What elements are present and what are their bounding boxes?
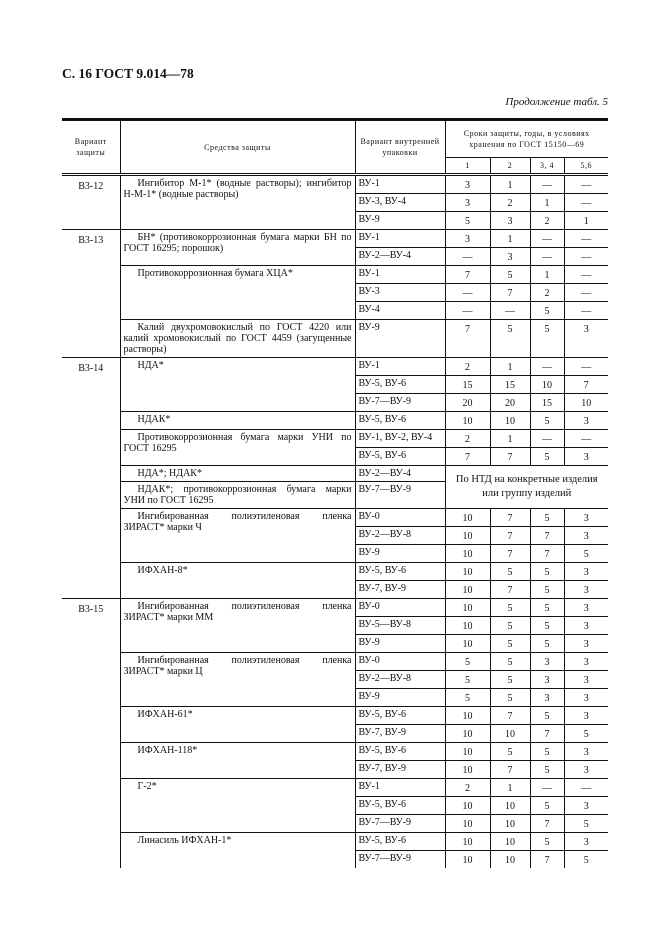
package-variant: ВУ-1 — [355, 779, 445, 797]
package-variant: ВУ-7, ВУ-9 — [355, 761, 445, 779]
package-variant: ВУ-0 — [355, 599, 445, 617]
protection-term-cond-3: — — [530, 358, 564, 376]
protection-term-cond-1: — — [445, 248, 490, 266]
protection-term-cond-4: — — [564, 194, 608, 212]
protection-term-cond-2: 3 — [490, 248, 530, 266]
protection-term-cond-1: 2 — [445, 779, 490, 797]
protection-term-cond-1: 10 — [445, 797, 490, 815]
protection-term-cond-4: — — [564, 248, 608, 266]
protection-term-cond-2: 7 — [490, 509, 530, 527]
protection-term-cond-4: 3 — [564, 833, 608, 851]
protection-term-cond-1: 3 — [445, 175, 490, 194]
protection-means: Г-2* — [120, 779, 355, 833]
protection-term-cond-4: 3 — [564, 761, 608, 779]
protection-term-cond-4: 3 — [564, 581, 608, 599]
table-row — [62, 358, 608, 376]
table-row — [62, 653, 608, 671]
col-header-variant: Вариант защиты — [62, 120, 120, 175]
protection-term-cond-1: 10 — [445, 833, 490, 851]
protection-term-cond-2: 2 — [490, 194, 530, 212]
protection-term-note: По НТД на конкретные изделия или группу изделий — [445, 466, 608, 509]
protection-term-cond-4: 5 — [564, 815, 608, 833]
protection-term-cond-4: 10 — [564, 394, 608, 412]
protection-term-cond-3: 10 — [530, 376, 564, 394]
col-header-cond-1: 1 — [445, 158, 490, 175]
protection-term-cond-2: 5 — [490, 635, 530, 653]
package-variant: ВУ-5, ВУ-6 — [355, 797, 445, 815]
protection-term-cond-2: 7 — [490, 761, 530, 779]
table-row — [62, 230, 608, 248]
package-variant: ВУ-3, ВУ-4 — [355, 194, 445, 212]
protection-term-cond-1: 10 — [445, 581, 490, 599]
protection-term-cond-2: 5 — [490, 320, 530, 358]
protection-term-cond-4: 3 — [564, 797, 608, 815]
package-variant: ВУ-5, ВУ-6 — [355, 448, 445, 466]
protection-term-cond-4: 3 — [564, 320, 608, 358]
protection-term-cond-4: — — [564, 175, 608, 194]
protection-term-cond-4: 3 — [564, 412, 608, 430]
protection-means: ИФХАН-8* — [120, 563, 355, 599]
package-variant: ВУ-9 — [355, 635, 445, 653]
protection-term-cond-4: 3 — [564, 689, 608, 707]
protection-term-cond-1: 5 — [445, 212, 490, 230]
protection-means: Линасиль ИФХАН-1* — [120, 833, 355, 869]
table-row — [62, 599, 608, 617]
protection-term-cond-4: 3 — [564, 599, 608, 617]
protection-term-cond-1: 10 — [445, 635, 490, 653]
protection-term-cond-1: 10 — [445, 743, 490, 761]
protection-term-cond-1: 2 — [445, 430, 490, 448]
protection-term-cond-4: 7 — [564, 376, 608, 394]
protection-term-cond-4: 3 — [564, 448, 608, 466]
protection-means: НДА*; НДАК* — [120, 466, 355, 482]
protection-term-cond-3: 5 — [530, 635, 564, 653]
protection-term-cond-3: 2 — [530, 212, 564, 230]
protection-term-cond-4: — — [564, 779, 608, 797]
protection-term-cond-2: 7 — [490, 707, 530, 725]
package-variant: ВУ-1 — [355, 266, 445, 284]
protection-means: Ингибированная полиэтиленовая пленка ЗИРАСТ* марки Ц — [120, 653, 355, 707]
protection-term-cond-4: 3 — [564, 635, 608, 653]
protection-term-cond-2: 7 — [490, 545, 530, 563]
protection-means: Противокоррозионная бумага ХЦА* — [120, 266, 355, 320]
protection-term-cond-2: 7 — [490, 581, 530, 599]
protection-term-cond-4: 3 — [564, 563, 608, 581]
protection-term-cond-3: 5 — [530, 320, 564, 358]
protection-table — [62, 118, 608, 868]
protection-term-cond-1: 10 — [445, 815, 490, 833]
table-row — [62, 743, 608, 761]
protection-term-cond-2: 10 — [490, 833, 530, 851]
protection-means: НДАК*; противокоррозионная бумага марки УНИ по ГОСТ 16295 — [120, 482, 355, 509]
protection-term-cond-1: 7 — [445, 266, 490, 284]
package-variant: ВУ-1 — [355, 230, 445, 248]
protection-term-cond-4: 5 — [564, 725, 608, 743]
protection-means: ИФХАН-61* — [120, 707, 355, 743]
protection-term-cond-1: 10 — [445, 851, 490, 869]
protection-term-cond-1: 15 — [445, 376, 490, 394]
protection-term-cond-1: 10 — [445, 563, 490, 581]
package-variant: ВУ-2—ВУ-4 — [355, 466, 445, 482]
protection-term-cond-3: 5 — [530, 412, 564, 430]
package-variant: ВУ-5, ВУ-6 — [355, 707, 445, 725]
package-variant: ВУ-5, ВУ-6 — [355, 743, 445, 761]
table-row — [62, 563, 608, 581]
protection-variant: В3-13 — [62, 230, 120, 358]
protection-means: НДАК* — [120, 412, 355, 430]
table-row — [62, 509, 608, 527]
protection-variant: В3-15 — [62, 599, 120, 869]
protection-term-cond-2: 7 — [490, 527, 530, 545]
protection-term-cond-2: 15 — [490, 376, 530, 394]
protection-term-cond-1: 5 — [445, 671, 490, 689]
protection-term-cond-3: 5 — [530, 761, 564, 779]
table-row — [62, 833, 608, 851]
protection-term-cond-1: 20 — [445, 394, 490, 412]
protection-term-cond-1: 3 — [445, 194, 490, 212]
table-continuation-label: Продолжение табл. 5 — [505, 96, 608, 108]
protection-term-cond-2: 5 — [490, 743, 530, 761]
protection-term-cond-4: — — [564, 302, 608, 320]
protection-means: Ингибитор М-1* (водные растворы); ингибитор Н-М-1* (водные растворы) — [120, 175, 355, 230]
protection-means: ИФХАН-118* — [120, 743, 355, 779]
protection-means: Ингибированная полиэтиленовая пленка ЗИРАСТ* марки Ч — [120, 509, 355, 563]
package-variant: ВУ-5, ВУ-6 — [355, 412, 445, 430]
protection-term-cond-2: 10 — [490, 412, 530, 430]
package-variant: ВУ-9 — [355, 689, 445, 707]
protection-term-cond-3: 5 — [530, 509, 564, 527]
protection-term-cond-4: 3 — [564, 671, 608, 689]
protection-term-cond-4: 3 — [564, 617, 608, 635]
protection-term-cond-2: 5 — [490, 653, 530, 671]
protection-term-cond-4: — — [564, 430, 608, 448]
col-header-means: Средства защиты — [120, 120, 355, 175]
protection-term-cond-2: 5 — [490, 266, 530, 284]
table-row — [62, 320, 608, 358]
protection-term-cond-2: 10 — [490, 725, 530, 743]
protection-term-cond-3: — — [530, 430, 564, 448]
protection-term-cond-2: 1 — [490, 358, 530, 376]
protection-term-cond-2: 5 — [490, 671, 530, 689]
protection-term-cond-3: 7 — [530, 851, 564, 869]
protection-term-cond-1: 7 — [445, 320, 490, 358]
protection-term-cond-2: 5 — [490, 689, 530, 707]
protection-term-cond-4: 3 — [564, 527, 608, 545]
protection-term-cond-3: 3 — [530, 671, 564, 689]
protection-term-cond-3: 5 — [530, 797, 564, 815]
col-header-cond-3: 3, 4 — [530, 158, 564, 175]
package-variant: ВУ-0 — [355, 653, 445, 671]
table-row — [62, 175, 608, 194]
protection-term-cond-4: — — [564, 230, 608, 248]
package-variant: ВУ-4 — [355, 302, 445, 320]
protection-term-cond-2: 7 — [490, 284, 530, 302]
package-variant: ВУ-7—ВУ-9 — [355, 394, 445, 412]
protection-term-cond-3: 5 — [530, 581, 564, 599]
protection-term-cond-4: 5 — [564, 851, 608, 869]
protection-term-cond-1: 5 — [445, 653, 490, 671]
col-header-cond-4: 5,6 — [564, 158, 608, 175]
package-variant: ВУ-9 — [355, 212, 445, 230]
protection-term-cond-3: — — [530, 248, 564, 266]
protection-means: Ингибированная полиэтиленовая пленка ЗИРАСТ* марки ММ — [120, 599, 355, 653]
package-variant: ВУ-1, ВУ-2, ВУ-4 — [355, 430, 445, 448]
protection-term-cond-3: 1 — [530, 194, 564, 212]
protection-term-cond-3: 7 — [530, 527, 564, 545]
package-variant: ВУ-2—ВУ-4 — [355, 248, 445, 266]
protection-term-cond-3: 3 — [530, 653, 564, 671]
protection-term-cond-1: 10 — [445, 761, 490, 779]
protection-means: НДА* — [120, 358, 355, 412]
protection-term-cond-2: 3 — [490, 212, 530, 230]
col-header-cond-2: 2 — [490, 158, 530, 175]
protection-term-cond-4: 3 — [564, 509, 608, 527]
protection-term-cond-3: 2 — [530, 284, 564, 302]
protection-term-cond-3: 5 — [530, 833, 564, 851]
protection-term-cond-3: 5 — [530, 599, 564, 617]
table-row — [62, 266, 608, 284]
protection-term-cond-3: 5 — [530, 302, 564, 320]
package-variant: ВУ-2—ВУ-8 — [355, 671, 445, 689]
protection-term-cond-4: 3 — [564, 653, 608, 671]
package-variant: ВУ-7—ВУ-9 — [355, 482, 445, 509]
protection-term-cond-4: 3 — [564, 743, 608, 761]
protection-term-cond-4: — — [564, 284, 608, 302]
protection-term-cond-3: 7 — [530, 725, 564, 743]
col-header-pack: Вариант внутренней упаковки — [355, 120, 445, 175]
protection-means: Калий двухромовокислый по ГОСТ 4220 или калий хромовокислый по ГОСТ 4459 (загущенные растворы) — [120, 320, 355, 358]
col-header-terms: Сроки защиты, годы, в условиях хранения по ГОСТ 15150—69 — [445, 120, 608, 158]
protection-term-cond-1: 3 — [445, 230, 490, 248]
protection-term-cond-2: 10 — [490, 797, 530, 815]
protection-term-cond-3: 3 — [530, 689, 564, 707]
protection-term-cond-4: 1 — [564, 212, 608, 230]
protection-term-cond-1: 5 — [445, 689, 490, 707]
protection-term-cond-3: 7 — [530, 815, 564, 833]
protection-term-cond-3: — — [530, 230, 564, 248]
protection-variant: В3-12 — [62, 175, 120, 230]
package-variant: ВУ-0 — [355, 509, 445, 527]
package-variant: ВУ-1 — [355, 175, 445, 194]
protection-term-cond-2: 10 — [490, 851, 530, 869]
package-variant: ВУ-7, ВУ-9 — [355, 581, 445, 599]
package-variant: ВУ-5—ВУ-8 — [355, 617, 445, 635]
protection-variant: В3-14 — [62, 358, 120, 599]
table-row — [62, 779, 608, 797]
table-row — [62, 707, 608, 725]
package-variant: ВУ-9 — [355, 545, 445, 563]
protection-term-cond-3: 5 — [530, 743, 564, 761]
protection-term-cond-1: — — [445, 302, 490, 320]
protection-term-cond-2: 7 — [490, 448, 530, 466]
protection-term-cond-3: 5 — [530, 617, 564, 635]
protection-term-cond-2: 1 — [490, 175, 530, 194]
package-variant: ВУ-1 — [355, 358, 445, 376]
protection-term-cond-2: 1 — [490, 779, 530, 797]
package-variant: ВУ-5, ВУ-6 — [355, 833, 445, 851]
package-variant: ВУ-3 — [355, 284, 445, 302]
protection-term-cond-1: 10 — [445, 617, 490, 635]
protection-term-cond-2: 10 — [490, 815, 530, 833]
protection-term-cond-2: 5 — [490, 599, 530, 617]
protection-term-cond-2: 20 — [490, 394, 530, 412]
protection-term-cond-1: 10 — [445, 527, 490, 545]
table-row — [62, 430, 608, 448]
package-variant: ВУ-7—ВУ-9 — [355, 851, 445, 869]
protection-term-cond-3: 15 — [530, 394, 564, 412]
table-row — [62, 466, 608, 482]
protection-term-cond-1: 10 — [445, 412, 490, 430]
protection-means: Противокоррозионная бумага марки УНИ по ГОСТ 16295 — [120, 430, 355, 466]
protection-term-cond-1: — — [445, 284, 490, 302]
table-row — [62, 412, 608, 430]
protection-term-cond-2: 5 — [490, 563, 530, 581]
protection-term-cond-2: 1 — [490, 430, 530, 448]
protection-term-cond-3: 5 — [530, 707, 564, 725]
protection-term-cond-4: — — [564, 358, 608, 376]
protection-term-cond-1: 2 — [445, 358, 490, 376]
package-variant: ВУ-5, ВУ-6 — [355, 376, 445, 394]
protection-term-cond-3: 7 — [530, 545, 564, 563]
protection-term-cond-1: 10 — [445, 599, 490, 617]
protection-term-cond-4: — — [564, 266, 608, 284]
protection-term-cond-3: — — [530, 779, 564, 797]
protection-means: БН* (противокоррозионная бумага марки БН по ГОСТ 16295; порошок) — [120, 230, 355, 266]
protection-term-cond-3: 5 — [530, 448, 564, 466]
protection-term-cond-1: 10 — [445, 509, 490, 527]
protection-term-cond-1: 10 — [445, 545, 490, 563]
protection-term-cond-2: 5 — [490, 617, 530, 635]
protection-term-cond-1: 7 — [445, 448, 490, 466]
protection-term-cond-1: 10 — [445, 707, 490, 725]
protection-term-cond-4: 5 — [564, 545, 608, 563]
package-variant: ВУ-2—ВУ-8 — [355, 527, 445, 545]
protection-term-cond-3: — — [530, 175, 564, 194]
protection-term-cond-4: 3 — [564, 707, 608, 725]
protection-term-cond-3: 1 — [530, 266, 564, 284]
protection-term-cond-1: 10 — [445, 725, 490, 743]
package-variant: ВУ-7—ВУ-9 — [355, 815, 445, 833]
package-variant: ВУ-7, ВУ-9 — [355, 725, 445, 743]
package-variant: ВУ-9 — [355, 320, 445, 358]
protection-term-cond-3: 5 — [530, 563, 564, 581]
protection-term-cond-2: — — [490, 302, 530, 320]
page-title: С. 16 ГОСТ 9.014—78 — [62, 66, 194, 81]
protection-term-cond-2: 1 — [490, 230, 530, 248]
package-variant: ВУ-5, ВУ-6 — [355, 563, 445, 581]
